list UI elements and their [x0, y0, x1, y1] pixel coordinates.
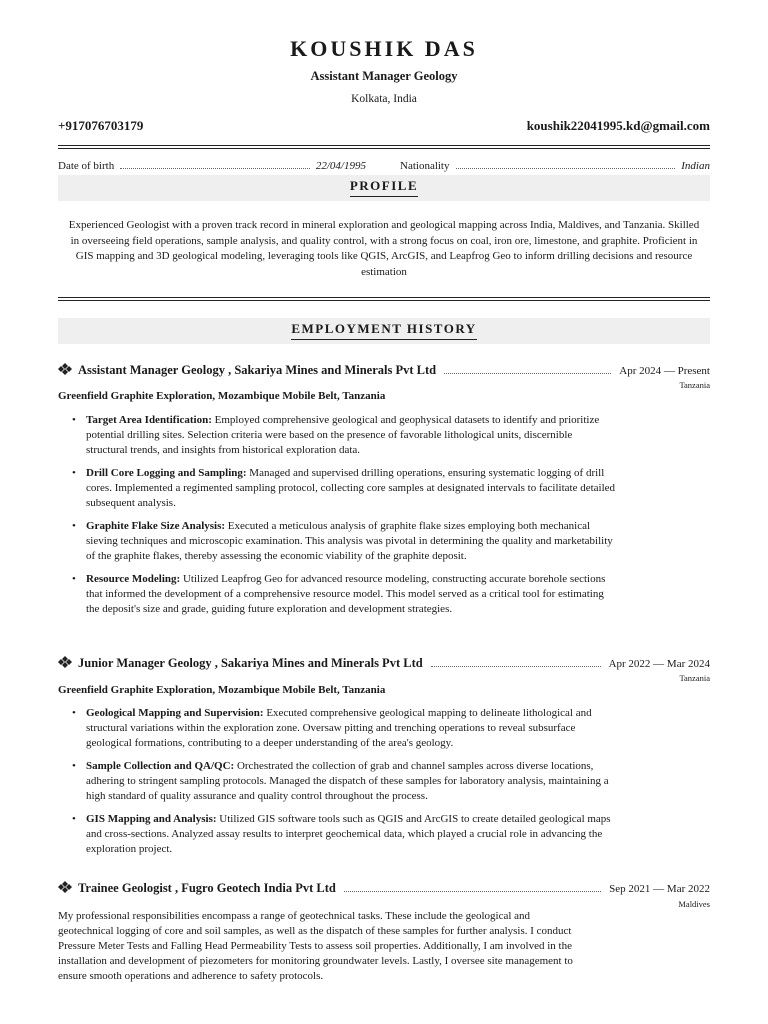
- candidate-title: Assistant Manager Geology: [310, 69, 458, 83]
- phone-number: +917076703179: [58, 118, 144, 133]
- briefcase-diamond-icon: [58, 363, 72, 375]
- nationality-leader: [456, 160, 676, 169]
- job-bullets: [58, 413, 616, 625]
- job-header: [58, 362, 710, 378]
- briefcase-diamond-icon: [58, 656, 72, 668]
- dob-value: 22/04/1995: [315, 160, 366, 172]
- job-project: Greenfield Graphite Exploration, Mozambique Mobile Belt, Tanzania: [58, 390, 386, 402]
- job-title: Junior Manager Geology , Sakariya Mines and Minerals Pvt Ltd: [78, 656, 423, 670]
- job-leader: [344, 883, 601, 892]
- employment-heading: [58, 318, 710, 344]
- job-location: Tanzania: [679, 380, 710, 390]
- job-title: Trainee Geologist , Fugro Geotech India Pvt Ltd: [78, 881, 336, 895]
- list-item: • Target Area Identification: Employed comprehensive geological and geophysical datasets to identify and prioritize potential drilling sites. Selection criteria were based on the presence of favorable lithological units, discernible structural trends, and insights from historical exploration data.: [86, 413, 616, 458]
- employment-heading-text: EMPLOYMENT HISTORY: [291, 321, 476, 340]
- profile-heading: [58, 175, 710, 201]
- job-dates: Apr 2022 — Mar 2024: [608, 658, 710, 670]
- profile-divider: [58, 297, 710, 298]
- list-item: • Drill Core Logging and Sampling: Managed and supervised drilling operations, ensuring systematic logging of drill cores. Implemented a regimented sampling protocol, collecting core samples at designated intervals to facilitate detailed subsequent analysis.: [86, 466, 616, 511]
- nationality-row: [400, 160, 710, 172]
- list-item: • Resource Modeling: Utilized Leapfrog Geo for advanced resource modeling, constructing accurate borehole sections that informed the development of a comprehensive resource model. This model served as a critical tool for estimating the deposit's size and grade, guiding future exploration and development strategies.: [86, 572, 616, 617]
- dob-leader: [120, 160, 310, 169]
- dob-label: Date of birth: [58, 160, 115, 172]
- job-description: My professional responsibilities encompass a range of geotechnical tasks. These include the geological and geotechnical logging of core and soil samples, as well as the dispatch of these samples for further analysis. I conduct Pressure Meter Tests and Falling Head Permeability Tests to assess soil properties. Additionally, I am involved in the installation and development of piezometers for monitoring groundwater levels. Lastly, I oversee site management to ensure smooth operations and adherence to safety protocols.: [58, 910, 573, 982]
- job-header: [58, 880, 710, 896]
- job-leader: [431, 658, 601, 667]
- profile-heading-text: PROFILE: [350, 178, 418, 197]
- job-location: Tanzania: [679, 673, 710, 683]
- list-item: • Sample Collection and QA/QC: Orchestrated the collection of grab and channel samples across diverse locations, adhering to stringent sampling protocols. Managed the dispatch of these samples for laboratory analysis, maintaining a high standard of quality assurance and quality control throughout the process.: [86, 759, 616, 804]
- nationality-value: Indian: [681, 160, 710, 172]
- candidate-location: Kolkata, India: [351, 93, 417, 105]
- job-project: Greenfield Graphite Exploration, Mozambique Mobile Belt, Tanzania: [58, 684, 386, 696]
- job-title: Assistant Manager Geology , Sakariya Mines and Minerals Pvt Ltd: [78, 363, 437, 377]
- job-bullets: [58, 706, 616, 865]
- list-item: • GIS Mapping and Analysis: Utilized GIS software tools such as QGIS and ArcGIS to create detailed geological maps and cross-sections. Analyzed assay results to interpret geochemical data, which played a crucial role in advancing the exploration project.: [86, 812, 616, 857]
- job-location: Maldives: [678, 899, 710, 909]
- email-address: koushik22041995.kd@gmail.com: [526, 118, 710, 133]
- candidate-name: KOUSHIK DAS: [290, 36, 478, 61]
- list-item: • Graphite Flake Size Analysis: Executed a meticulous analysis of graphite flake sizes employing both mechanical sieving techniques and microscopic examination. This analysis was pivotal in determining the quality and marketability of the graphite flakes, thereby assessing the economic viability of the graphite deposit.: [86, 519, 616, 564]
- job-dates: Apr 2024 — Present: [619, 365, 710, 377]
- job-header: [58, 655, 710, 671]
- profile-summary: Experienced Geologist with a proven track record in mineral exploration and geological mapping across India, Maldives, and Tanzania. Skilled in overseeing field operations, sample analysis, and quality control, with a strong focus on coal, iron ore, limestone, and graphite. Proficient in GIS mapping and 3D geological modeling, leveraging tools like QGIS, ArcGIS, and Leapfrog Geo to inform drilling decisions and resource estimation: [68, 219, 700, 278]
- header-divider: [58, 145, 710, 146]
- briefcase-diamond-icon: [58, 881, 72, 893]
- list-item: • Geological Mapping and Supervision: Executed comprehensive geological mapping to delineate lithological and structural variations within the exploration zone. Oversaw pitting and trenching operations to reveal subsurface geological formations, contributing to a deeper understanding of the area's geology.: [86, 706, 616, 751]
- nationality-label: Nationality: [400, 160, 450, 172]
- dob-row: [58, 160, 366, 172]
- job-leader: [444, 365, 611, 374]
- job-dates: Sep 2021 — Mar 2022: [609, 883, 710, 895]
